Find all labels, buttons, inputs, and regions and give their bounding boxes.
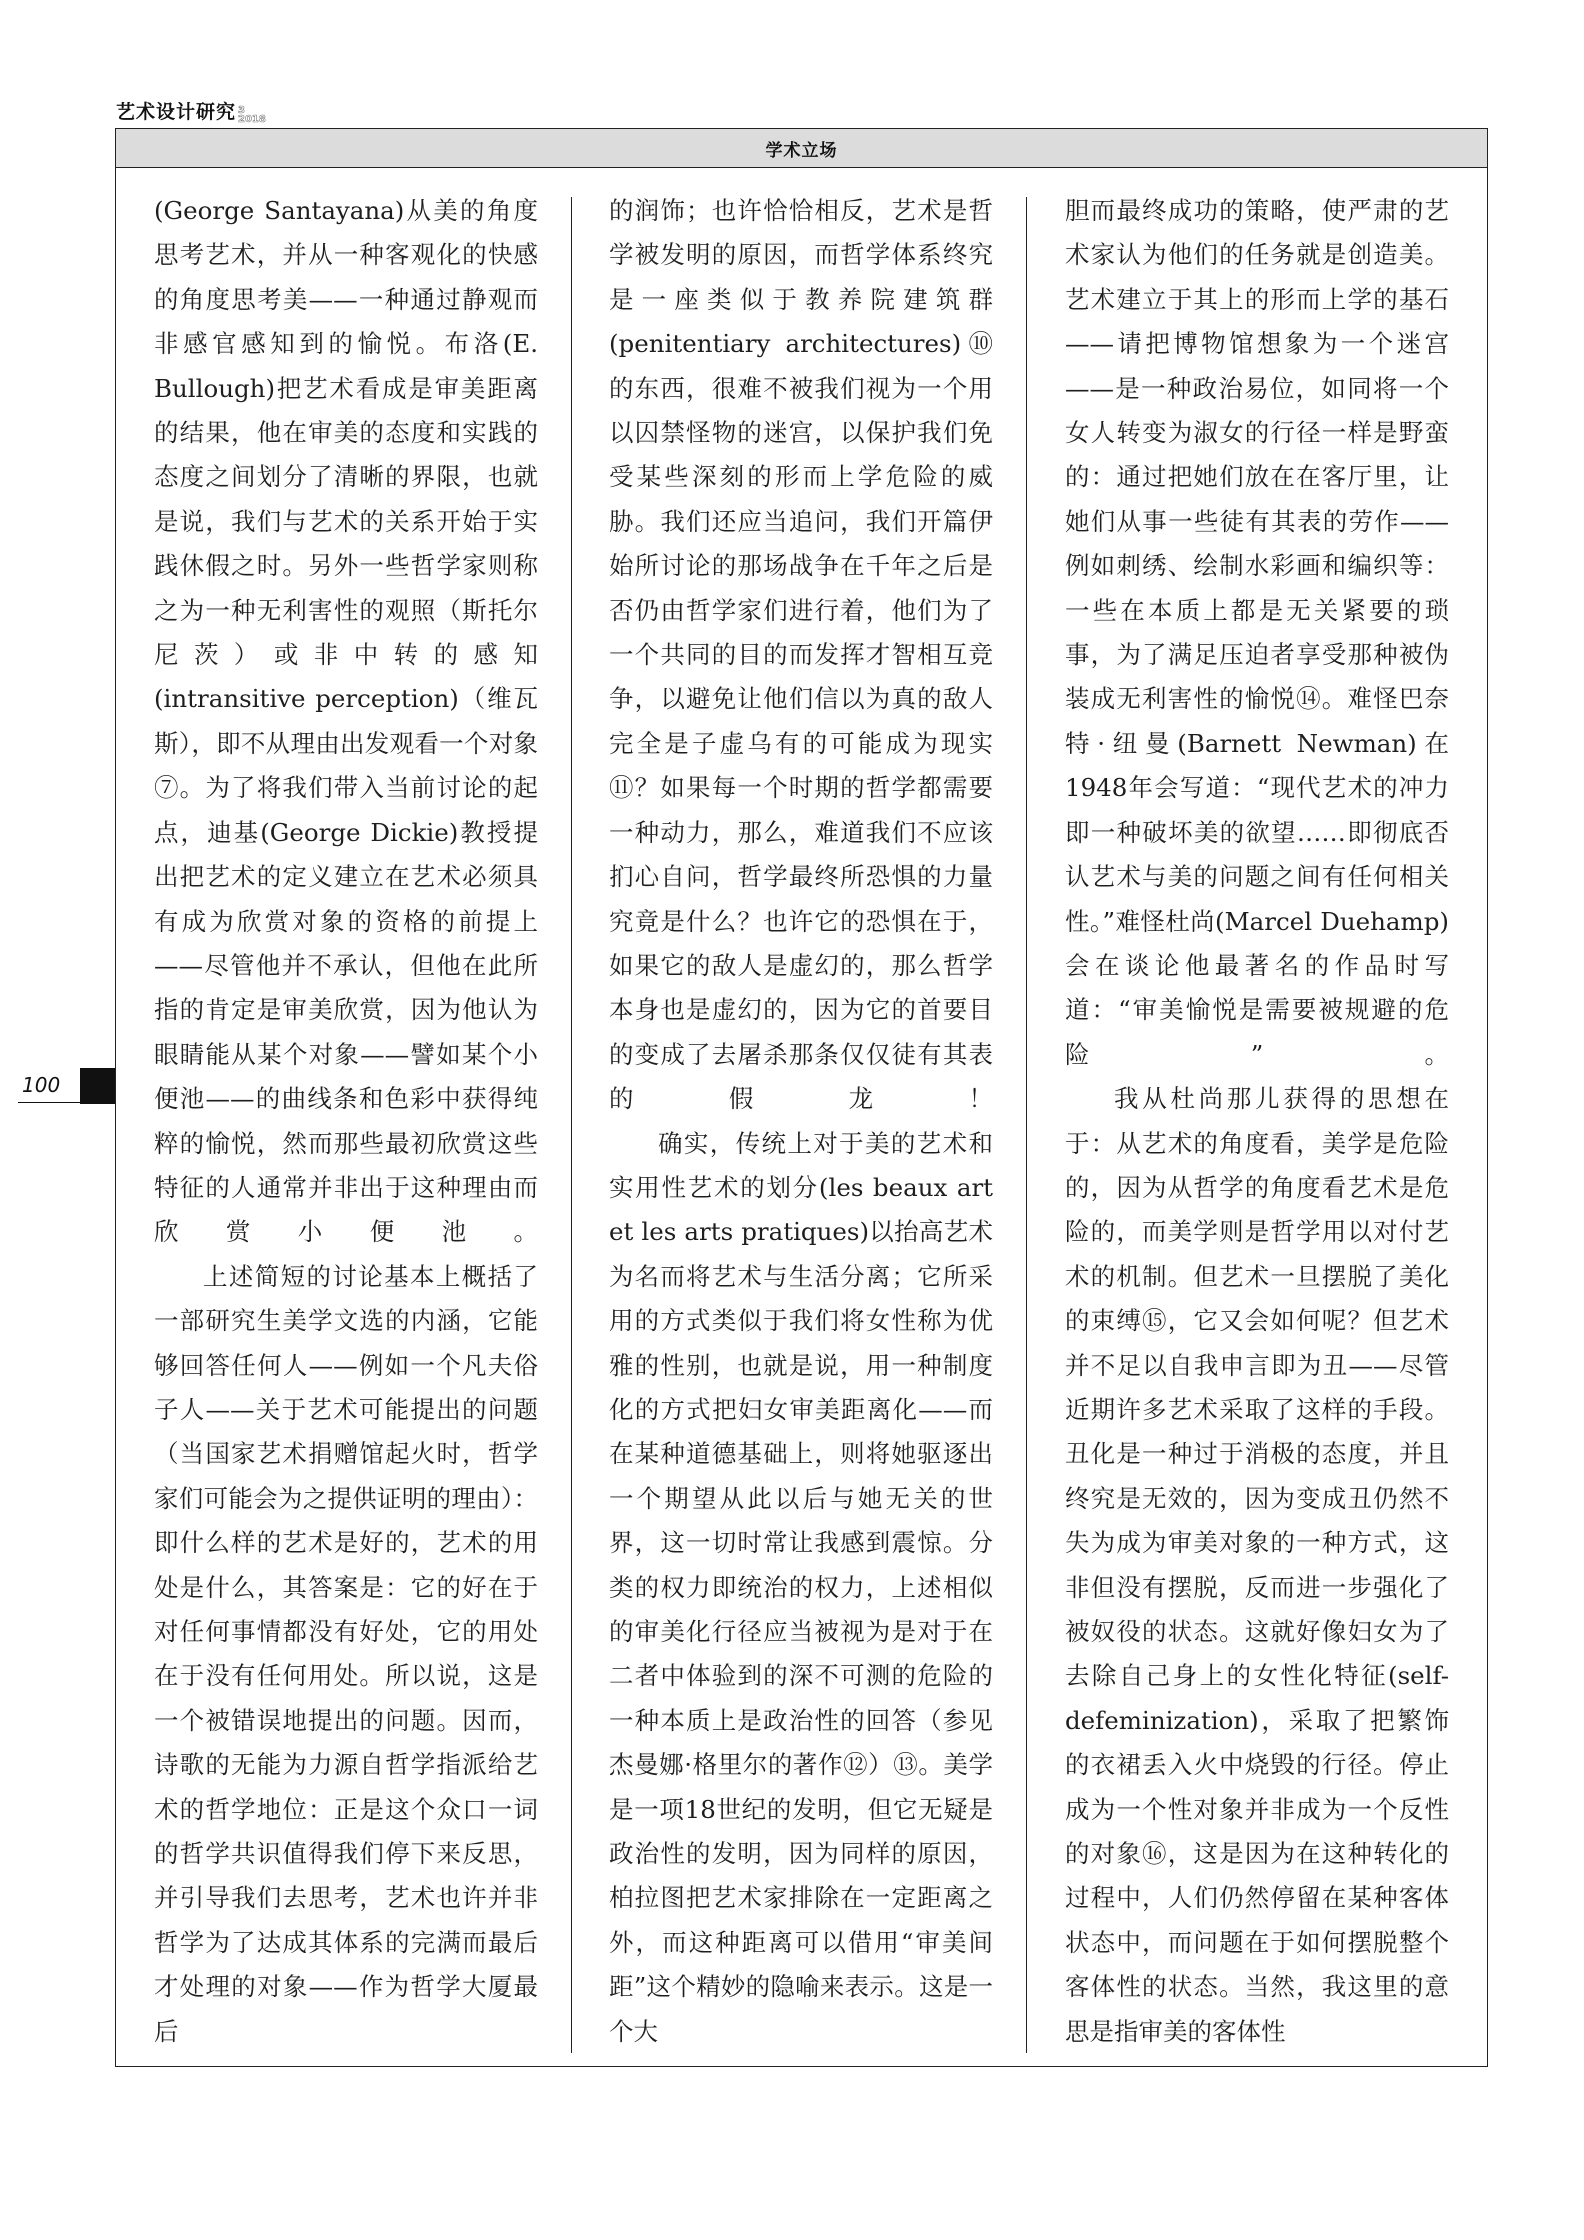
paragraph: 的润饰；也许恰恰相反，艺术是哲学被发明的原因，而哲学体系终究是一座类似于教养院建筑群(penitentiary architectures)⑩的东西，很难不被我们视为一个用以囚禁怪物的迷宫，以保护我们免受某些深刻的形而上学危险的威胁。我们还应当追问，我们开篇伊始所讨论的那场战争在千年之后是否仍由哲学家们进行着，他们为了一个共同的目的而发挥才智相互竞争，以避免让他们信以为真的敌人完全是子虚乌有的可能成为现实⑪？如果每一个时期的哲学都需要一种动力，那么，难道我们不应该扪心自问，哲学最终所恐惧的力量究竟是什么？也许它的恐惧在于，如果它的敌人是虚幻的，那么哲学本身也是虚幻的，因为它的首要目的变成了去屠杀那条仅仅徒有其表的假龙！ — [609, 196, 993, 1114]
paragraph: (George Santayana)从美的角度思考艺术，并从一种客观化的快感的角度思考美——一种通过静观而非感官感知到的愉悦。布洛(E. Bullough)把艺术看成是审美距离的结果，他在审美的态度和实践的态度之间划分了清晰的界限，也就是说，我们与艺术的关系开始于实践休假之时。另外一些哲学家则称之为一种无利害性的观照（斯托尔尼茨）或非中转的感知(intransitive perception)（维瓦斯），即不从理由出发观看一个对象⑦。为了将我们带入当前讨论的起点，迪基(George Dickie)教授提出把艺术的定义建立在艺术必须具有成为欣赏对象的资格的前提上——尽管他并不承认，但他在此所指的肯定是审美欣赏，因为他认为眼睛能从某个对象——譬如某个小便池——的曲线条和色彩中获得纯粹的愉悦，然而那些最初欣赏这些特征的人通常并非出于这种理由而欣赏小便池。 — [154, 196, 538, 1247]
page-tab-marker — [80, 1068, 115, 1104]
paragraph: 确实，传统上对于美的艺术和实用性艺术的划分(les beaux art et les arts pratiques)以抬高艺术为名而将艺术与生活分离；它所采用的方式类似于我们将女性称为优雅的性别，也就是说，用一种制度化的方式把妇女审美距离化——而在某种道德基础上，则将她驱逐出一个期望从此以后与她无关的世界，这一切时常让我感到震惊。分类的权力即统治的权力，上述相似的审美化行径应当被视为是对于在二者中体验到的深不可测的危险的一种本质上是政治性的回答（参见杰曼娜·格里尔的著作⑫）⑬。美学是一项18世纪的发明，但它无疑是政治性的发明，因为同样的原因，柏拉图把艺术家排除在一定距离之外，而这种距离可以借用“审美间距”这个精妙的隐喻来表示。这是一个大 — [609, 1128, 993, 2046]
issue-year: 2018 — [238, 114, 266, 125]
section-title: 学术立场 — [765, 140, 838, 161]
page-number-rule — [18, 1102, 80, 1103]
journal-header — [116, 94, 266, 124]
journal-title: 艺术设计研究 — [116, 101, 237, 123]
page-number: 100 — [22, 1073, 61, 1097]
text-column-3 — [1065, 189, 1449, 2054]
column-divider — [1026, 197, 1027, 2053]
issue-number: 3 — [238, 105, 245, 116]
issue-mark — [238, 106, 266, 124]
section-bar — [116, 129, 1487, 168]
text-column-2 — [609, 189, 993, 2054]
paragraph: 我从杜尚那儿获得的思想在于：从艺术的角度看，美学是危险的，因为从哲学的角度看艺术是危险的，而美学则是哲学用以对付艺术的机制。但艺术一旦摆脱了美化的束缚⑮，它又会如何呢？但艺术并不足以自我申言即为丑——尽管近期许多艺术采取了这样的手段。丑化是一种过于消极的态度，并且终究是无效的，因为变成丑仍然不失为成为审美对象的一种方式，这非但没有摆脱，反而进一步强化了被奴役的状态。这就好像妇女为了去除自己身上的女性化特征(self-defeminization)，采取了把繁饰的衣裙丢入火中烧毁的行径。停止成为一个性对象并非成为一个反性的对象⑯，这是因为在这种转化的过程中，人们仍然停留在某种客体状态中，而问题在于如何摆脱整个客体性的状态。当然，我这里的意思是指审美的客体性 — [1065, 1084, 1449, 2046]
paragraph: 上述简短的讨论基本上概括了一部研究生美学文选的内涵，它能够回答任何人——例如一个凡夫俗子人——关于艺术可能提出的问题（当国家艺术捐赠馆起火时，哲学家们可能会为之提供证明的理由）：即什么样的艺术是好的，艺术的用处是什么，其答案是：它的好在于对任何事情都没有好处，它的用处在于没有任何用处。所以说，这是一个被错误地提出的问题。因而，诗歌的无能为力源自哲学指派给艺术的哲学地位：正是这个众口一词的哲学共识值得我们停下来反思，并引导我们去思考，艺术也许并非哲学为了达成其体系的完满而最后才处理的对象——作为哲学大厦最后 — [154, 1261, 538, 2046]
page-frame — [115, 128, 1488, 2067]
column-divider — [571, 197, 572, 2053]
paragraph: 胆而最终成功的策略，使严肃的艺术家认为他们的任务就是创造美。艺术建立于其上的形而上学的基石——请把博物馆想象为一个迷宫——是一种政治易位，如同将一个女人转变为淑女的行径一样是野蛮的：通过把她们放在在客厅里，让她们从事一些徒有其表的劳作——例如刺绣、绘制水彩画和编织等：一些在本质上都是无关紧要的琐事，为了满足压迫者享受那种被伪装成无利害性的愉悦⑭。难怪巴奈特·纽曼(Barnett Newman)在1948年会写道：“现代艺术的冲力即一种破坏美的欲望……即彻底否认艺术与美的问题之间有任何相关性。”难怪杜尚(Marcel Duehamp)会在谈论他最著名的作品时写道：“审美愉悦是需要被规避的危险”。 — [1065, 196, 1449, 1069]
text-column-1 — [154, 189, 538, 2054]
